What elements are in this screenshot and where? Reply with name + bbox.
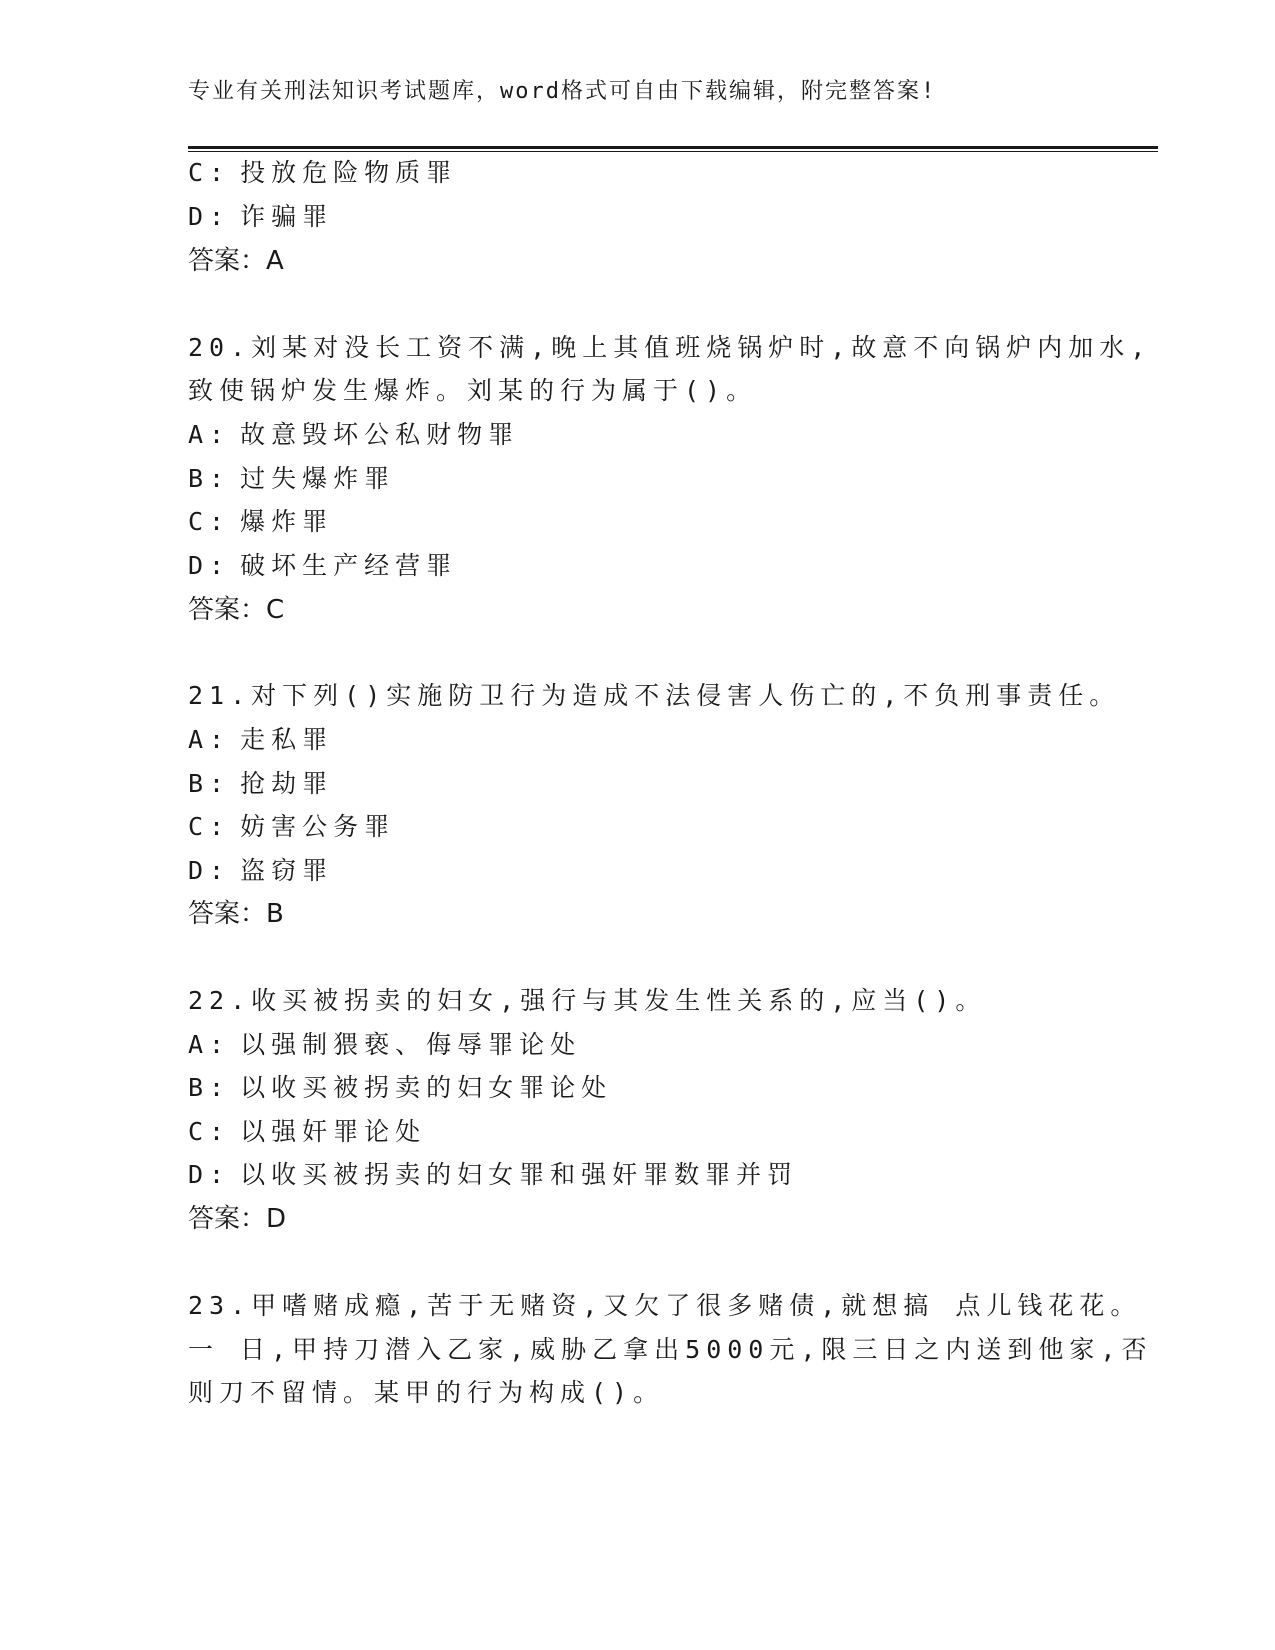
option-text: 以强奸罪论处 (240, 1117, 427, 1146)
option-text: 投放危险物质罪 (240, 158, 458, 187)
question-text: 21.对下列()实施防卫行为造成不法侵害人伤亡的,不负刑事责任。 (188, 681, 1121, 710)
option-text: 走私罪 (240, 725, 334, 754)
option-c (188, 814, 395, 839)
question-text: 则刀不留情。某甲的行为构成()。 (188, 1378, 665, 1407)
option-label: C: (188, 507, 231, 536)
option-label: B: (188, 1073, 231, 1102)
option-text: 以收买被拐卖的妇女罪和强奸罪数罪并罚 (240, 1160, 799, 1189)
option-b (188, 771, 333, 796)
option-label: C: (188, 158, 231, 187)
option-label: A: (188, 725, 231, 754)
option-label: B: (188, 769, 231, 798)
option-d (188, 553, 457, 578)
option-d (188, 204, 333, 229)
option-b (188, 1075, 612, 1100)
question-text: 22.收买被拐卖的妇女,强行与其发生性关系的,应当()。 (188, 986, 987, 1015)
option-text: 以强制猥亵、侮辱罪论处 (240, 1030, 582, 1059)
question-text: 23.甲嗜赌成瘾,苦于无赌资,又欠了很多赌债,就想搞 点儿钱花花。 (188, 1291, 1142, 1320)
header-rule-thin (188, 151, 1158, 152)
option-text: 以收买被拐卖的妇女罪论处 (240, 1073, 613, 1102)
answer: 答案：C (188, 595, 285, 625)
option-label: A: (188, 1030, 231, 1059)
option-c (188, 509, 333, 534)
option-label: C: (188, 812, 231, 841)
question-text: 20.刘某对没长工资不满,晚上其值班烧锅炉时,故意不向锅炉内加水, (188, 333, 1152, 362)
option-text: 盗窃罪 (240, 856, 334, 885)
option-b (188, 466, 395, 491)
option-label: A: (188, 420, 231, 449)
option-label: D: (188, 1160, 231, 1189)
option-label: D: (188, 856, 231, 885)
option-text: 诈骗罪 (240, 202, 334, 231)
header-rule-thick (188, 146, 1158, 149)
answer: 答案：D (188, 1204, 287, 1234)
option-text: 抢劫罪 (240, 769, 334, 798)
answer: 答案：B (188, 899, 284, 929)
option-label: C: (188, 1117, 231, 1146)
option-a (188, 1032, 581, 1057)
option-text: 爆炸罪 (240, 507, 334, 536)
answer: 答案：A (188, 246, 284, 276)
option-a (188, 727, 333, 752)
page-header: 专业有关刑法知识考试题库，word格式可自由下载编辑，附完整答案! (188, 79, 937, 104)
option-a (188, 422, 519, 447)
question-text: 一 日,甲持刀潜入乙家,威胁乙拿出5000元,限三日之内送到他家,否 (188, 1335, 1153, 1364)
option-d (188, 858, 333, 883)
option-label: D: (188, 202, 231, 231)
question-text: 致使锅炉发生爆炸。刘某的行为属于()。 (188, 376, 758, 405)
option-c (188, 160, 457, 185)
option-text: 妨害公务罪 (240, 812, 396, 841)
option-label: D: (188, 551, 231, 580)
option-d (188, 1162, 798, 1187)
option-text: 过失爆炸罪 (240, 464, 396, 493)
option-label: B: (188, 464, 231, 493)
option-c (188, 1119, 426, 1144)
option-text: 破坏生产经营罪 (240, 551, 458, 580)
option-text: 故意毁坏公私财物罪 (240, 420, 520, 449)
